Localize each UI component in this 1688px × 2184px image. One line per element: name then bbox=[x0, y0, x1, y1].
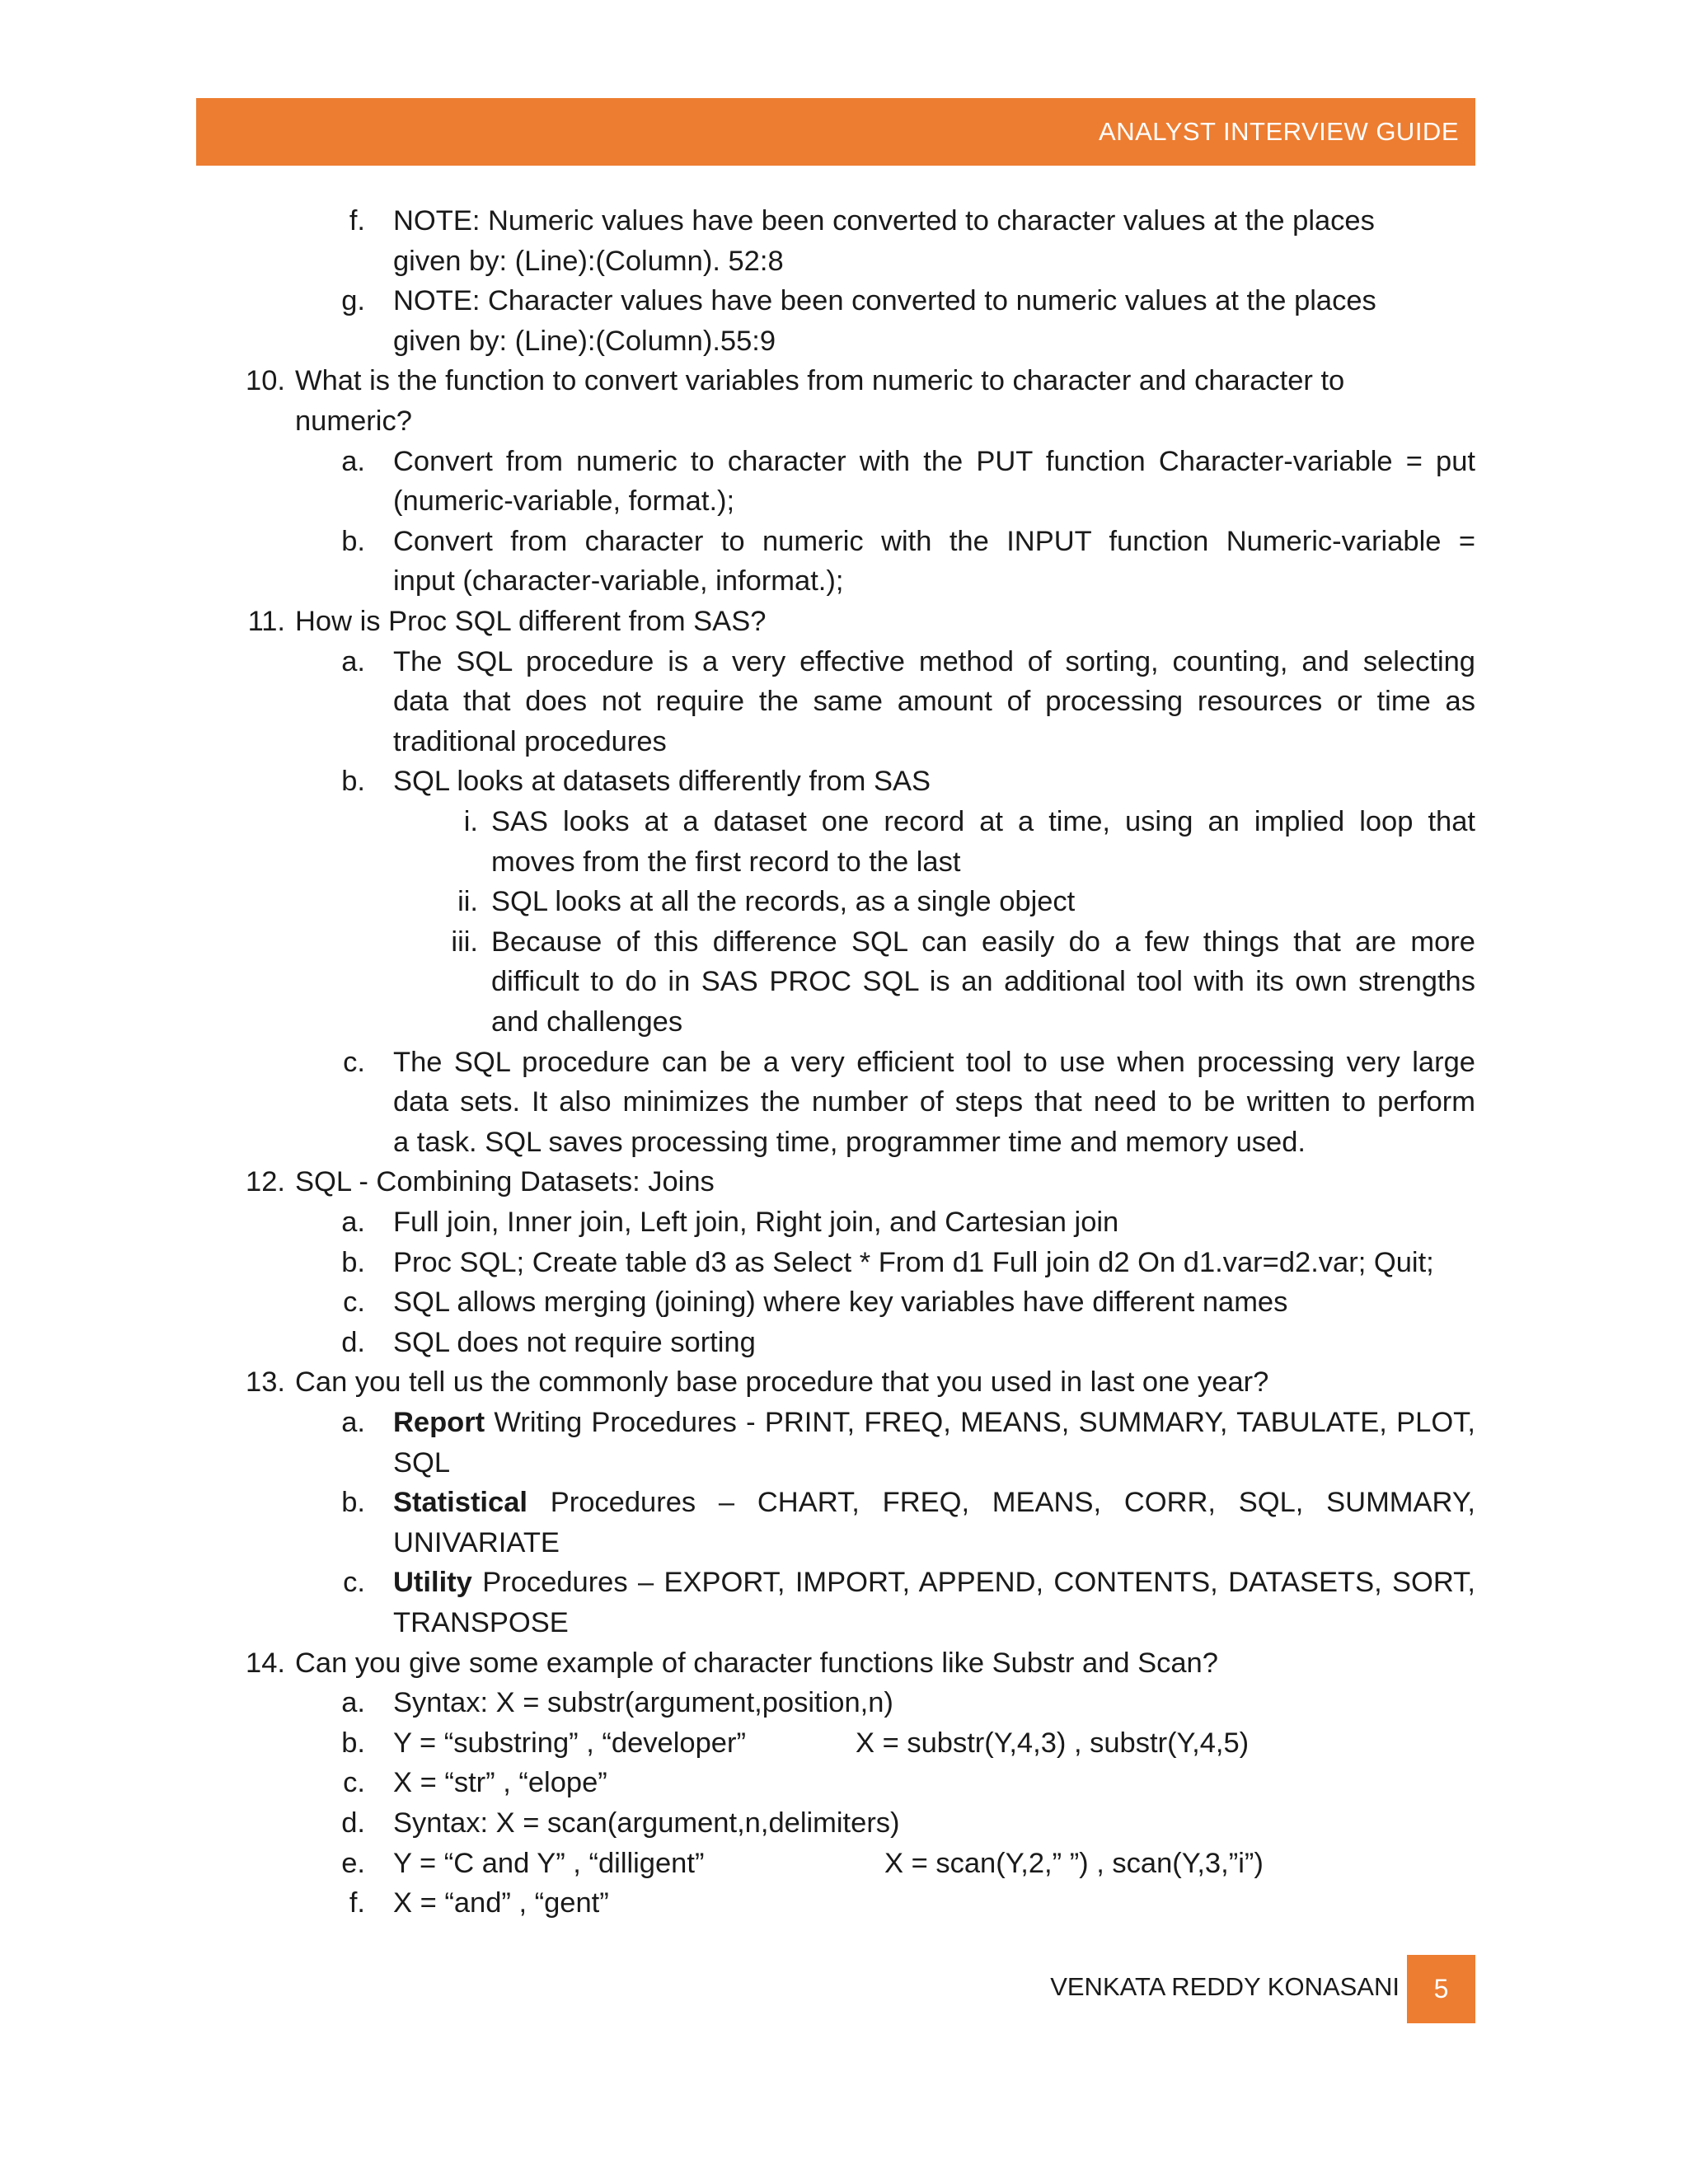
list-line bbox=[0, 526, 1688, 565]
list-text bbox=[393, 1487, 1475, 1519]
list-text bbox=[393, 1567, 1475, 1599]
list-text: (numeric-variable, format.); bbox=[393, 485, 735, 518]
list-line bbox=[0, 1366, 1688, 1406]
list-text: TRANSPOSE bbox=[393, 1607, 569, 1638]
list-line bbox=[0, 1127, 1688, 1166]
list-marker: b. bbox=[341, 1727, 365, 1759]
list-marker: i. bbox=[463, 806, 478, 837]
list-text: Convert from numeric to character with the PUT function Character-variable = put bbox=[393, 445, 1475, 477]
list-line bbox=[0, 246, 1688, 285]
list-marker: iii. bbox=[451, 926, 478, 958]
list-line bbox=[0, 565, 1688, 605]
list-line bbox=[0, 1327, 1688, 1366]
header-bar bbox=[196, 98, 1475, 166]
list-text: Convert from character to numeric with the INPUT function Numeric-variable = bbox=[393, 525, 1475, 557]
list-text: NOTE: Character values have been converted to numeric values at the places bbox=[393, 285, 1376, 317]
list-line bbox=[0, 1447, 1688, 1487]
list-text: SQL allows merging (joining) where key variables have different names bbox=[393, 1286, 1288, 1319]
footer-author: VENKATA REDDY KONASANI bbox=[1050, 1972, 1400, 2001]
list-marker: c. bbox=[343, 1767, 365, 1799]
list-text: given by: (Line):(Column).55:9 bbox=[393, 325, 776, 357]
list-line bbox=[0, 1727, 1688, 1767]
list-line bbox=[0, 726, 1688, 766]
list-line bbox=[0, 1527, 1688, 1567]
list-line bbox=[0, 1207, 1688, 1246]
list-text: SQL - Combining Datasets: Joins bbox=[295, 1166, 715, 1198]
header-title: ANALYST INTERVIEW GUIDE bbox=[1099, 117, 1459, 146]
list-line bbox=[0, 1047, 1688, 1086]
list-text: SQL looks at all the records, as a single object bbox=[491, 886, 1076, 918]
list-line bbox=[0, 1607, 1688, 1647]
list-marker: b. bbox=[341, 766, 365, 798]
list-line bbox=[0, 1887, 1688, 1927]
list-line bbox=[0, 1086, 1688, 1126]
list-marker: g. bbox=[341, 285, 365, 317]
list-line bbox=[0, 1286, 1688, 1326]
list-text: NOTE: Numeric values have been converted to character values at the places bbox=[393, 205, 1375, 237]
list-text: Syntax: X = scan(argument,n,delimiters) bbox=[393, 1807, 900, 1839]
list-line bbox=[0, 1166, 1688, 1206]
list-marker: a. bbox=[341, 1207, 365, 1238]
list-text: Full join, Inner join, Left join, Right join, and Cartesian join bbox=[393, 1207, 1119, 1238]
list-line bbox=[0, 1487, 1688, 1526]
list-text: Y = “C and Y” , “dilligent” bbox=[393, 1847, 705, 1879]
list-marker: c. bbox=[343, 1567, 365, 1599]
list-text: X = “and” , “gent” bbox=[393, 1887, 609, 1919]
list-text: What is the function to convert variables from numeric to character and character to bbox=[295, 365, 1345, 397]
list-line bbox=[0, 1807, 1688, 1847]
list-line bbox=[0, 485, 1688, 525]
list-text: The SQL procedure is a very effective method of sorting, counting, and selecting bbox=[393, 645, 1475, 677]
list-text: input (character-variable, informat.); bbox=[393, 565, 844, 598]
list-marker: b. bbox=[341, 525, 365, 557]
list-marker: b. bbox=[341, 1487, 365, 1519]
list-text: SQL bbox=[393, 1446, 451, 1479]
list-marker: a. bbox=[341, 645, 365, 677]
bold-term: Utility bbox=[393, 1567, 472, 1599]
list-line bbox=[0, 1767, 1688, 1807]
list-marker: c. bbox=[343, 1046, 365, 1078]
list-marker: 12. bbox=[246, 1166, 285, 1198]
list-line bbox=[0, 766, 1688, 805]
list-text: given by: (Line):(Column). 52:8 bbox=[393, 245, 784, 277]
list-text: Proc SQL; Create table d3 as Select * From d1 Full join d2 On d1.var=d2.var; Quit; bbox=[393, 1246, 1434, 1278]
list-text: Can you tell us the commonly base procedure that you used in last one year? bbox=[295, 1366, 1269, 1399]
list-line bbox=[0, 1687, 1688, 1727]
list-marker: a. bbox=[341, 1687, 365, 1719]
list-text-rest: Writing Procedures - PRINT, FREQ, MEANS, SUMMARY, TABULATE, PLOT, bbox=[485, 1407, 1475, 1438]
list-marker: a. bbox=[341, 1407, 365, 1438]
list-text: a task. SQL saves processing time, programmer time and memory used. bbox=[393, 1126, 1306, 1158]
list-marker: 14. bbox=[246, 1647, 285, 1679]
list-text: Syntax: X = substr(argument,position,n) bbox=[393, 1687, 893, 1719]
list-line bbox=[0, 926, 1688, 966]
list-line bbox=[0, 285, 1688, 325]
page-number: 5 bbox=[1433, 1974, 1449, 2004]
list-text: How is Proc SQL different from SAS? bbox=[295, 606, 767, 637]
list-text-column2: X = scan(Y,2,” ”) , scan(Y,3,”i”) bbox=[884, 1847, 1264, 1879]
list-line bbox=[0, 806, 1688, 846]
list-line bbox=[0, 1006, 1688, 1046]
list-line bbox=[0, 326, 1688, 365]
bold-term: Statistical bbox=[393, 1487, 528, 1519]
list-marker: 13. bbox=[246, 1366, 285, 1399]
list-text: numeric? bbox=[295, 405, 412, 437]
list-marker: b. bbox=[341, 1246, 365, 1278]
list-marker: e. bbox=[341, 1847, 365, 1879]
list-text-rest: Procedures – EXPORT, IMPORT, APPEND, CONTENTS, DATASETS, SORT, bbox=[471, 1567, 1475, 1599]
list-line bbox=[0, 1407, 1688, 1446]
list-text: SAS looks at a dataset one record at a time, using an implied loop that bbox=[491, 806, 1475, 837]
list-marker: f. bbox=[349, 205, 365, 237]
list-line bbox=[0, 205, 1688, 245]
list-line bbox=[0, 1247, 1688, 1286]
list-marker: d. bbox=[341, 1807, 365, 1839]
list-text-rest: Procedures – CHART, FREQ, MEANS, CORR, SQL, SUMMARY, bbox=[527, 1487, 1475, 1519]
list-marker: 10. bbox=[246, 365, 285, 397]
list-text bbox=[393, 1407, 1475, 1439]
list-text: data that does not require the same amount of processing resources or time as bbox=[393, 686, 1475, 718]
list-line bbox=[0, 646, 1688, 686]
list-marker: c. bbox=[343, 1286, 365, 1319]
list-marker: d. bbox=[341, 1326, 365, 1358]
list-line bbox=[0, 686, 1688, 725]
list-text: Y = “substring” , “developer” bbox=[393, 1727, 746, 1759]
list-line bbox=[0, 1647, 1688, 1687]
list-text: moves from the first record to the last bbox=[491, 846, 961, 878]
list-line bbox=[0, 606, 1688, 645]
list-text: SQL does not require sorting bbox=[393, 1326, 756, 1358]
list-line bbox=[0, 886, 1688, 926]
list-marker: a. bbox=[341, 445, 365, 477]
list-line bbox=[0, 365, 1688, 405]
list-text-column2: X = substr(Y,4,3) , substr(Y,4,5) bbox=[856, 1727, 1250, 1759]
list-marker: 11. bbox=[247, 606, 285, 637]
list-text: Can you give some example of character functions like Substr and Scan? bbox=[295, 1647, 1218, 1679]
list-text: SQL looks at datasets differently from SAS bbox=[393, 766, 931, 798]
list-line bbox=[0, 846, 1688, 886]
bold-term: Report bbox=[393, 1407, 485, 1438]
list-text: UNIVARIATE bbox=[393, 1526, 560, 1558]
list-marker: ii. bbox=[457, 886, 478, 918]
list-line bbox=[0, 446, 1688, 485]
list-text: The SQL procedure can be a very efficient tool to use when processing very large bbox=[393, 1046, 1475, 1078]
list-text: Because of this difference SQL can easily do a few things that are more bbox=[491, 926, 1475, 958]
list-text: traditional procedures bbox=[393, 725, 667, 757]
page-number-box bbox=[1407, 1955, 1475, 2023]
list-line bbox=[0, 966, 1688, 1005]
list-line bbox=[0, 1567, 1688, 1606]
list-text: data sets. It also minimizes the number of steps that need to be written to perform bbox=[393, 1086, 1475, 1118]
list-text: difficult to do in SAS PROC SQL is an additional tool with its own strengths bbox=[491, 966, 1475, 998]
list-text: X = “str” , “elope” bbox=[393, 1767, 607, 1799]
list-line bbox=[0, 405, 1688, 445]
list-line bbox=[0, 1848, 1688, 1887]
list-marker: f. bbox=[349, 1887, 365, 1919]
list-text: and challenges bbox=[491, 1006, 683, 1038]
